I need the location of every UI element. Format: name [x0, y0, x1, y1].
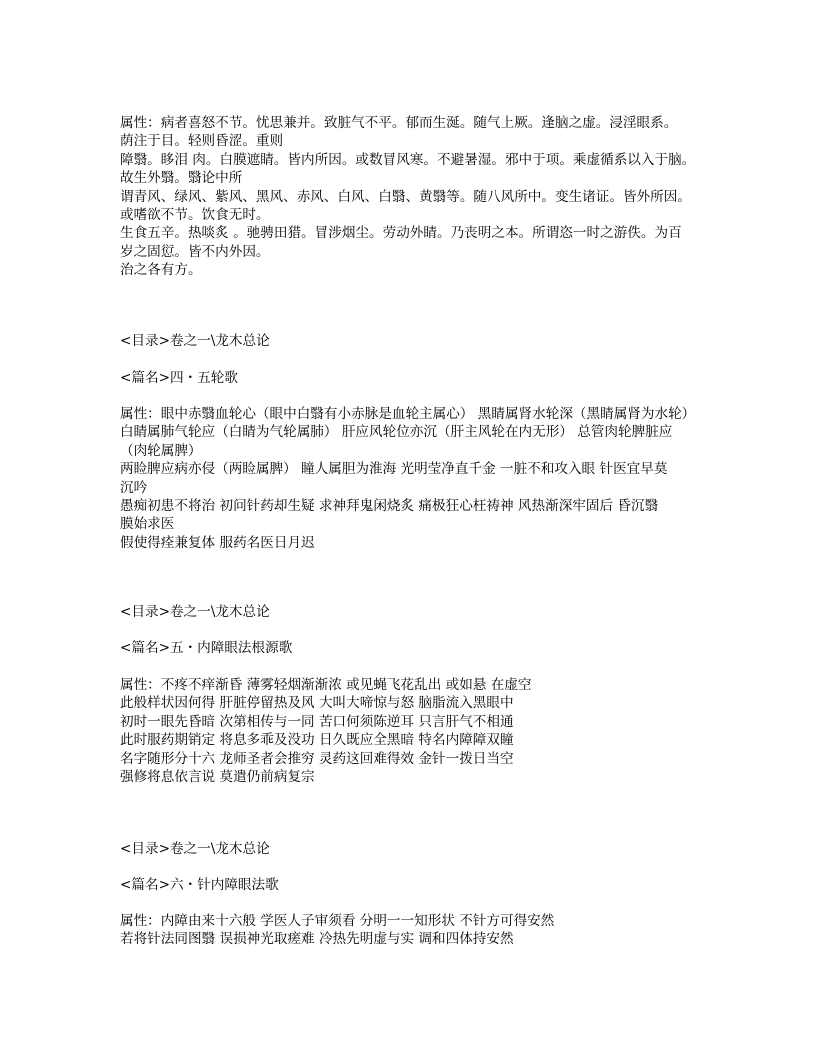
text-line: （肉轮属脾） — [120, 442, 202, 459]
text-line: 初时一眼先昏暗 次第相传与一同 苦口何须陈逆耳 只言肝气不相通 — [120, 713, 514, 730]
section1-text — [120, 114, 695, 280]
text-line: 荫注于目。轻则昏涩。重则 — [120, 133, 284, 150]
text-line: 沉吟 — [120, 479, 148, 496]
text-line: 属性：眼中赤翳血轮心（眼中白翳有小赤脉是血轮主属心） 黑睛属肾水轮深（黑睛属肾为水轮） — [120, 406, 696, 422]
text-line: 若将针法同图翳 误损神光取瘥难 冷热先明虚与实 调和四体持安然 — [120, 931, 514, 948]
text-line: 愚痴初患不将治 初问针药却生疑 求神拜鬼闲烧炙 痛极狂心枉祷神 风热渐深牢固后 昏沉翳 — [120, 498, 659, 515]
chapter-title: <篇名>四・五轮歌 — [120, 370, 238, 386]
text-line: 属性：内障由来十六般 学医人子审须看 分明一一知形状 不针方可得安然 — [120, 913, 555, 929]
section3-text — [120, 676, 532, 786]
text-line: 岁之固愆。皆不内外因。 — [120, 243, 270, 260]
text-line: 膜始求医 — [120, 516, 175, 533]
text-line: 属性：病者喜怒不节。忧思兼并。致脏气不平。郁而生涎。随气上厥。逢脑之虚。浸淫眼系。 — [120, 115, 678, 131]
text-line: 名字随形分十六 龙师圣者会推穷 灵药这回难得效 金针一拨日当空 — [120, 750, 514, 767]
chapter-title: <篇名>六・针内障眼法歌 — [120, 877, 279, 893]
catalog-heading: <目录>卷之一\龙木总论 — [120, 604, 270, 620]
text-line: 或嗜欲不节。饮食无时。 — [120, 207, 270, 224]
section2-text — [120, 405, 695, 552]
text-line: 此时服药期销定 将息多乖及没功 日久既应全黑暗 特名内障障双瞳 — [120, 732, 514, 749]
text-line: 此般样状因何得 肝脏停留热及风 大叫大啼惊与怒 脑脂流入黑眼中 — [120, 695, 514, 712]
text-line: 谓青风、绿风、紫风、黑风、赤风、白风、白翳、黄翳等。随八风所中。变生诸证。皆外所因。 — [120, 188, 691, 205]
text-line: 治之各有方。 — [120, 262, 202, 279]
text-line: 假使得痊兼复体 服药名医日月迟 — [120, 534, 315, 551]
text-line: 障翳。眵泪 肉。白膜遮睛。皆内所因。或数冒风寒。不避暑湿。邪中于项。乘虚循系以入于脑。 — [120, 151, 696, 168]
text-line: 故生外翳。翳论中所 — [120, 170, 243, 187]
catalog-heading: <目录>卷之一\龙木总论 — [120, 841, 270, 857]
text-line: 生食五辛。热啖炙 。驰骋田猎。冒涉烟尘。劳动外睛。乃丧明之本。所谓恣一时之游佚。为百 — [120, 225, 682, 242]
section4-text — [120, 912, 554, 949]
text-line: 属性：不疼不痒渐昏 薄雾轻烟渐渐浓 或见蝇飞花乱出 或如悬 在虚空 — [120, 677, 532, 693]
text-line: 强修将息依言说 莫遣仍前病复宗 — [120, 769, 315, 786]
text-line: 白睛属肺气轮应（白睛为气轮属肺） 肝应风轮位亦沉（肝主风轮在内无形） 总管肉轮脾脏应 — [120, 424, 673, 441]
chapter-title: <篇名>五・内障眼法根源歌 — [120, 640, 293, 656]
catalog-heading: <目录>卷之一\龙木总论 — [120, 333, 270, 349]
text-line: 两睑脾应病亦侵（两睑属脾） 瞳人属胆为淮海 光明莹净直千金 一脏不和攻入眼 针医宜早莫 — [120, 461, 668, 478]
